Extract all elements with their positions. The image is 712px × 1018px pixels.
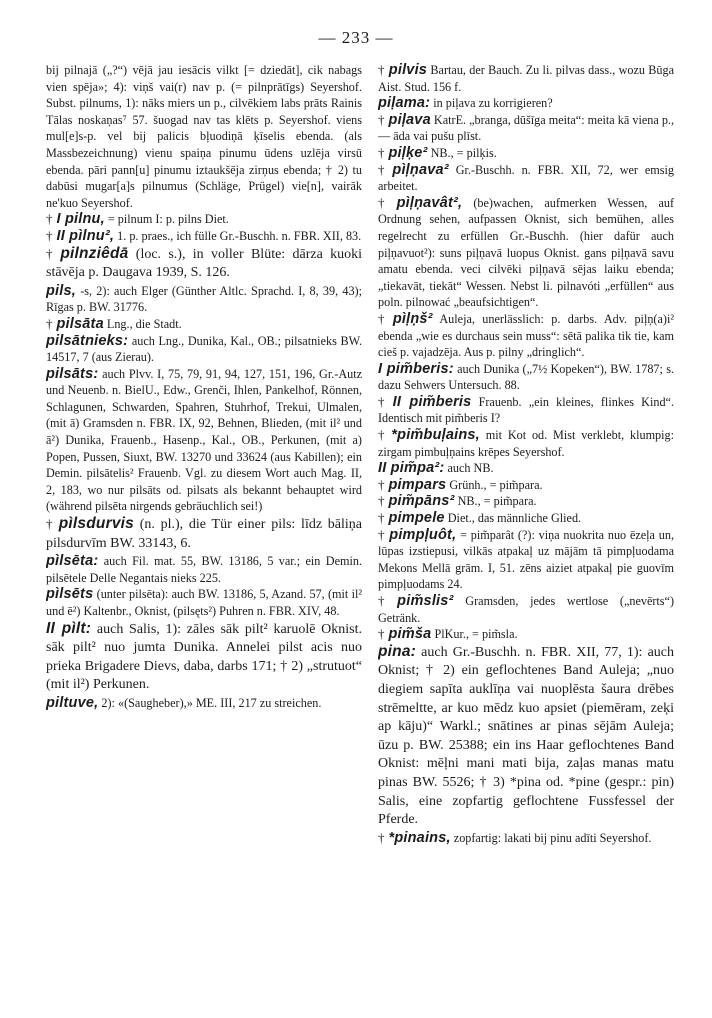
headword: II pìlnu², [56, 227, 115, 244]
dictionary-entry [46, 515, 362, 553]
headword: *pim̃buļains, [391, 427, 480, 444]
entry-text: mit Kot od. Mist verklebt, klumpig: zirgam pimbuļņains krēpes Seyershof. [378, 428, 674, 459]
entry-text: in piļava zu korrigieren? [433, 96, 553, 111]
headword: II pim̃pa²: [378, 460, 445, 477]
entry-text: auch Plvv. I, 75, 79, 91, 94, 127, 151, 196, Gr.-Autz und Neuenb. n. BielU., Edw., Grenči, Ihlen, Pankelhof, Rönnen, Schlagunen, Schwarden, Spahren, Stuhrhof, Trekui, Ulmalen, (mit ā) Gramsden n. FBR. IX, 92, Behnen, Blieden, (mit il² und ā²) Dunika, Frauenb., Hasenp., Kal., OB., Perkunen, (mit a) Popen, Pussen, Siuxt, BW. 13270 und 33624 (aus Kabillen); ein Demin. pilsātelis² Frauenb. Vgl. zu diesem Wort auch Mag. II, 2, 183, wo nur pilsāts od. pilsats als bekannt behauptet wird (während pilsēta nirgends gebräuchlich sei!) [46, 366, 362, 514]
entry-text: zopfartig: lakati bij pinu adīti Seyershof. [453, 830, 652, 845]
dagger-mark: † [378, 427, 388, 443]
entry-text: = pim̃parât (?): viņa nuokrita nuo ēzeļa un, lūpas izstiepusi, vilkās atpakaļ uz mājām tā pimpļuodama Mekons Mellā grām. I, 51. zēns aiziet atpakaļ pie guovīm pimpļuodams 24. [378, 527, 674, 592]
entry-text: NB., = pilķis. [430, 145, 497, 160]
entry-text: auch NB. [447, 461, 494, 476]
dictionary-entry [378, 394, 674, 427]
headword: pilsāta [56, 315, 104, 332]
dictionary-entry [378, 145, 674, 162]
dagger-mark: † [378, 626, 385, 642]
dictionary-entry [378, 510, 674, 527]
headword: pils, [46, 282, 77, 299]
dictionary-entry [378, 112, 674, 145]
dictionary-entry [46, 695, 362, 712]
headword: pim̃pāns² [388, 493, 455, 510]
headword: pìlsēta: [46, 553, 99, 570]
dagger-mark: † [378, 161, 389, 177]
dictionary-entry [378, 527, 674, 593]
dictionary-entry [378, 361, 674, 394]
dagger-mark: † [378, 194, 393, 210]
entry-text: Gramsden, jedes wertlose („nevērts“) Getränk. [378, 594, 674, 625]
headword: pimpars [388, 476, 447, 493]
entry-text: KatrE. „branga, dūšīga meita“: meita kā viena p., — āda vai pušu plīst. [378, 112, 674, 144]
dictionary-entry [46, 620, 362, 695]
headword: pilvis [388, 62, 428, 78]
dictionary-entry [378, 427, 674, 460]
dictionary-entry [378, 626, 674, 643]
entry-text: Gr.-Buschh. n. FBR. XII, 72, wer emsig arbeitet. [378, 162, 674, 194]
headword: pimpļuôt, [389, 526, 457, 543]
entry-text: auch Salis, 1): zāles sāk pilt² karuolē Oknist. sāk pilt² nuo jumta Dunika. Annelei pilst acis nuo prieka Brigadere Dievs, daba, darbs 171; † 2) „strutuot“ (mit il²) Perkunen. [46, 621, 362, 693]
right-column [378, 62, 674, 1002]
entry-text: Auleja, unerlässlich: p. darbs. Adv. piļņ(a)i² ebenda „wie es durchaus sein muss“: sētā palika tik tie, kam cieš p. vajadzēja. Aus p. pilny „dringlich“. [378, 311, 674, 360]
dagger-mark: † [378, 829, 385, 845]
dagger-mark: † [46, 211, 53, 227]
dagger-mark: † [46, 245, 57, 261]
entry-text: (loc. s.), in voller Blüte: dārza kuoki stāvēja p. Daugava 1939, S. 126. [46, 246, 362, 281]
headword: pìlsdurvis [58, 515, 134, 533]
headword: pìļņava² [392, 161, 449, 178]
dictionary-entry [378, 162, 674, 195]
entry-text: -s, 2): auch Elger (Günther Altlc. Sprachd. I, 8, 39, 43); Rīgas p. BW. 31776. [46, 283, 362, 315]
dagger-mark: † [46, 516, 55, 532]
dagger-mark: † [378, 393, 389, 409]
entry-text: bij pilnajā („?“) vējā jau iesācis vilkt [= dziedāt], cik nabags vien spēja»; 4): viņš vai(r) nav p. (= pilnprātīgs) Seyershof. Subst. pilnums, 1): nāks miers un p., cilvēkiem labs prāts Rainis Tālas noskaņas⁷ 57. šuogad nav tas klēts p. Seyershof. viens mul[e]s-p. vel bij palicis bļuodiņā ķīselis ebenda. (als Massbezeichnung) vienu spaiņa pinumu ūdens uzlēja virsū ebenda. pāri pann[u] pinumu iztaukšēja zirņus ebenda; † 2) tu dabūsi mugar[a]s pilnumus (Schläge, Prügel) vie[n], vairāk ne'kuo Seyershof. [46, 63, 362, 210]
headword: II pim̃beris [392, 393, 472, 410]
headword: I pim̃beris: [378, 360, 454, 377]
headword: piļama: [378, 95, 431, 112]
dictionary-entry [378, 830, 674, 847]
headword: pilsāts: [46, 365, 99, 382]
entry-text: (unter pilsēta): auch BW. 13186, 5, Azand. 57, (mit il² und ē²) Kaltenbr., Oknist, (pilsęts²) Puhren n. FBR. XIV, 48. [46, 587, 362, 618]
dagger-mark: † [378, 111, 385, 127]
dictionary-entry [378, 195, 674, 311]
headword: pim̃slis² [397, 593, 454, 609]
dictionary-entry [378, 643, 674, 830]
headword: *pinains, [388, 829, 451, 846]
entry-text: auch Lng., Dunika, Kal., OB.; pilsatnieks BW. 14517, 7 (aus Zierau). [46, 333, 362, 365]
dagger-mark: † [378, 526, 386, 542]
headword: pilsātnieks: [46, 332, 129, 349]
dictionary-entry [46, 586, 362, 619]
dagger-mark: † [46, 227, 53, 243]
headword: pilnziêdā [60, 244, 129, 262]
entry-text: (n. pl.), die Tür einer pils: līdz bāliņa pilsdurvīm BW. 33143, 6. [46, 517, 362, 551]
dictionary-entry [46, 316, 362, 333]
headword: pim̃ša [388, 626, 432, 643]
headword: pina: [378, 642, 417, 660]
left-column [46, 62, 362, 982]
entry-text: Bartau, der Bauch. Zu li. pilvas dass., wozu Būga Aist. Stud. 156 f. [378, 63, 674, 94]
dictionary-entry [46, 228, 362, 245]
headword: piļķe² [388, 144, 428, 161]
headword: pimpele [388, 510, 445, 527]
dictionary-entry [378, 95, 674, 112]
dictionary-entry [46, 366, 362, 515]
entry-text: NB., = pim̃para. [457, 494, 537, 509]
entry-text: 2): «(Saugheber),» ME. III, 217 zu streichen. [101, 695, 322, 710]
dictionary-entry [46, 333, 362, 366]
entry-text: 1. p. praes., ich fülle Gr.-Buschh. n. FBR. XII, 83. [117, 228, 362, 243]
dictionary-entry [378, 493, 674, 510]
dictionary-entry [46, 553, 362, 586]
page-number: — 233 — [318, 28, 394, 47]
dictionary-entry [378, 477, 674, 494]
dagger-mark: † [378, 62, 385, 77]
entry-text: Lng., die Stadt. [106, 316, 182, 331]
headword: pìļņš² [392, 310, 433, 327]
dictionary-entry [378, 460, 674, 477]
dagger-mark: † [378, 510, 385, 526]
entry-text: Frauenb. „ein kleines, flinkes Kind“. Identisch mit pim̃beris I? [378, 394, 674, 426]
dictionary-entry [378, 311, 674, 361]
dagger-mark: † [378, 476, 385, 492]
dagger-mark: † [378, 144, 385, 160]
dictionary-entry [46, 245, 362, 283]
dictionary-entry [378, 593, 674, 626]
headword: pìļņavât², [396, 194, 463, 211]
dictionary-entry [46, 211, 362, 228]
headword: I pilnu, [56, 211, 105, 228]
entry-text: PlKur., = pim̃sla. [434, 627, 518, 642]
dictionary-entry [378, 62, 674, 95]
entry-text: Grünh., = pim̃para. [449, 477, 543, 492]
headword: piltuve, [46, 694, 99, 711]
entry-text: = pilnum I: p. pilns Diet. [107, 212, 229, 227]
dagger-mark: † [378, 310, 389, 326]
headword: II pìlt: [46, 619, 92, 637]
headword: pìlsēts [46, 586, 94, 603]
entry-text: auch Fil. mat. 55, BW. 13186, 5 var.; ein Demin. pilsētele Delle Negantais nieks 225. [46, 554, 362, 585]
dagger-mark: † [378, 493, 385, 509]
entry-text: Diet., das männliche Glied. [447, 511, 582, 526]
dictionary-entry [46, 283, 362, 316]
entry-text: auch Gr.-Buschh. n. FBR. XII, 77, 1): auch Oknist; † 2) ein geflochtenes Band Auleja; „nuo diegiem sapīta auklīņa vai nuoplēsta šaura drēbes strēmeltte, ar kuo mēdz kuo apsiet (piemēram, zeķi ap kāju)“ Warkl.; snātines ar pinas sējām Auleja; ūzu p. BW. 25388; ein ins Haar geflochtenes Band Oknist: mēļni mani mati bija, zaļas manas matu pinas BW. 5526; † 3) *pina od. *pine (gespr.: pin) Salis, eine zopfartig geflochtene Fussfessel der Pferde. [378, 644, 674, 828]
dagger-mark: † [378, 593, 394, 608]
headword: piļava [388, 111, 431, 128]
dagger-mark: † [46, 315, 53, 331]
entry-text: auch Dunika („7½ Kopeken“), BW. 1787; s. dazu Sehwers Untersuch. 88. [378, 361, 674, 393]
dictionary-entry [46, 62, 362, 211]
entry-text: (be)wachen, aufmerken Wessen, auf Ordnung sehen, aufpassen Oknist, sich bemühen, alles regelrecht zu erfüllen Gr.-Buschh. (hier dafür auch piļņavuot²): suns piļņavā luopus Oknist. gans piļņavā savu amatu ebenda. veci cilvēki piļņavā sējas laiku ebenda; „tiekavāt, tiekāt“ Wessen. Nebst li. pilnavóti „erfüllen“ aus poln. pilnować „beaufsichtigen“. [378, 195, 674, 310]
